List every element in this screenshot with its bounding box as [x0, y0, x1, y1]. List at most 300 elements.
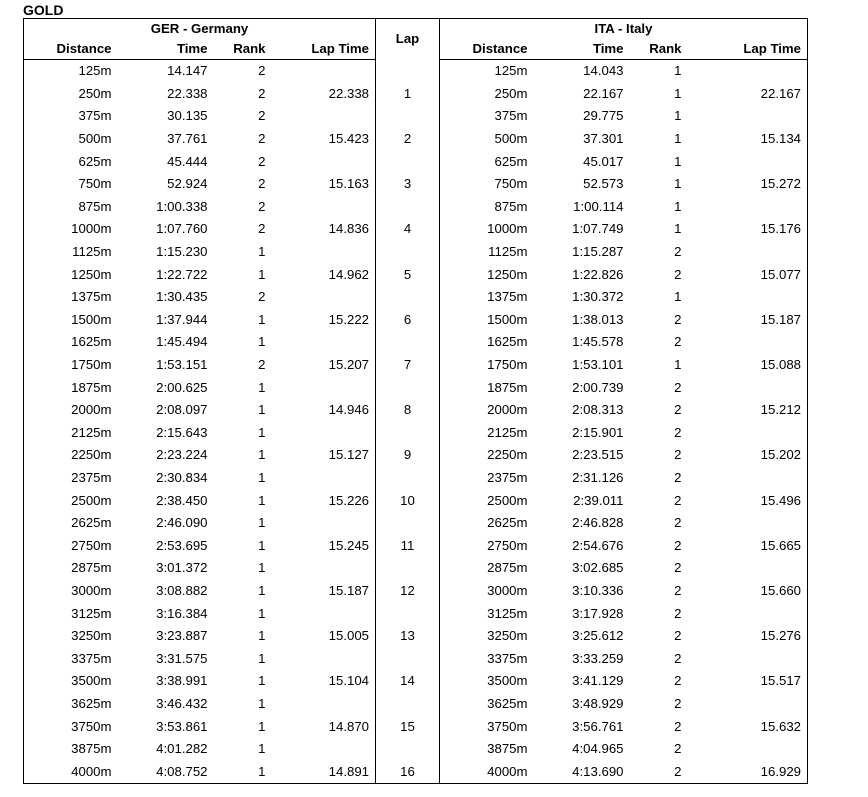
ger-lap-time-cell: 14.836: [328, 221, 369, 237]
ita-distance-cell: 1375m: [487, 289, 528, 305]
table-row: [24, 738, 808, 761]
ita-distance-cell: 1625m: [487, 334, 528, 350]
lap-cell: [376, 602, 440, 625]
ger-time-cell: 3:46.432: [156, 695, 208, 711]
ita-time-cell: 2:31.126: [572, 469, 624, 485]
ita-distance-header: Distance: [440, 39, 528, 60]
ita-lap-time-cell: 15.212: [682, 399, 808, 422]
ger-time-cell: 1:22.722: [156, 266, 208, 282]
ita-time-cell: 14.043: [583, 63, 624, 79]
ita-rank-cell: 2: [674, 718, 682, 734]
lap-cell: 7: [376, 354, 440, 377]
table-row: [24, 309, 808, 332]
ger-distance-cell: 1625m: [24, 331, 112, 354]
ger-time-cell: 2:46.090: [156, 515, 208, 531]
ita-time-cell: 1:38.013: [572, 311, 624, 327]
ita-rank-cell: 2: [674, 469, 682, 485]
ita-rank-cell: 1: [674, 108, 682, 124]
ger-distance-cell: 1875m: [24, 376, 112, 399]
ita-lap-time-header: Lap Time: [682, 39, 808, 60]
ita-distance-cell: 2500m: [487, 492, 528, 508]
ger-distance-cell: 2000m: [24, 399, 112, 422]
ger-rank-cell: 1: [258, 379, 266, 395]
ita-time-cell: 1:00.114: [573, 198, 624, 214]
ger-lap-time-cell: 15.127: [328, 447, 369, 463]
table-row: [24, 670, 808, 693]
ger-distance-cell: 875m: [24, 196, 112, 219]
ita-lap-time-cell: 15.176: [682, 218, 808, 241]
ita-time-cell: 2:00.739: [572, 379, 624, 395]
ger-lap-time-cell: [266, 241, 376, 264]
ita-lap-time-cell: [682, 647, 808, 670]
ita-lap-time-cell: [682, 422, 808, 445]
lap-cell: 4: [376, 218, 440, 241]
ger-rank-cell: 2: [258, 153, 266, 169]
ita-rank-cell: 1: [674, 131, 682, 147]
ger-lap-time-cell: 15.005: [328, 628, 369, 644]
ger-lap-time-cell: 15.163: [328, 176, 369, 192]
results-table: [23, 18, 808, 784]
ger-distance-cell: 1500m: [24, 309, 112, 332]
ger-rank-cell: 2: [258, 221, 266, 237]
ger-time-cell: 14.147: [167, 63, 208, 79]
ita-rank-cell: 2: [674, 582, 682, 598]
ita-time-cell: 2:46.828: [572, 515, 624, 531]
ita-distance-cell: 2625m: [487, 515, 528, 531]
ita-distance-cell: 3000m: [487, 582, 528, 598]
page-title: GOLD: [23, 2, 64, 18]
lap-cell: 10: [376, 489, 440, 512]
ger-lap-time-cell: 22.338: [328, 85, 369, 101]
ger-distance-cell: 2375m: [24, 467, 112, 490]
ita-time-cell: 37.301: [583, 131, 624, 147]
table-row: [24, 422, 808, 445]
ger-lap-time-cell: 15.222: [328, 311, 369, 327]
ger-lap-time-cell: [266, 647, 376, 670]
ita-time-cell: 2:23.515: [572, 447, 624, 463]
lap-cell: [376, 467, 440, 490]
ita-rank-cell: 1: [674, 85, 682, 101]
ger-lap-time-cell: [266, 738, 376, 761]
table-row: [24, 557, 808, 580]
ita-rank-cell: 2: [674, 560, 682, 576]
ita-lap-time-cell: [682, 150, 808, 173]
ita-rank-cell: 2: [674, 244, 682, 260]
ita-lap-time-cell: [682, 467, 808, 490]
ger-rank-cell: 1: [258, 402, 266, 418]
table-row: [24, 241, 808, 264]
ger-time-cell: 2:08.097: [156, 402, 208, 418]
ita-lap-time-cell: 15.276: [682, 625, 808, 648]
ger-rank-cell: 1: [258, 515, 266, 531]
ita-distance-cell: 250m: [494, 85, 528, 101]
ita-distance-cell: 3125m: [487, 605, 528, 621]
lap-cell: 12: [376, 580, 440, 603]
table-row: [24, 512, 808, 535]
ger-rank-cell: 2: [258, 198, 266, 214]
lap-cell: [376, 105, 440, 128]
ger-distance-cell: 500m: [24, 128, 112, 151]
ger-lap-time-cell: 15.187: [328, 582, 369, 598]
ger-distance-cell: 3125m: [24, 602, 112, 625]
lap-cell: [376, 60, 440, 83]
ger-time-cell: 1:37.944: [156, 311, 208, 327]
ger-rank-cell: 1: [258, 334, 266, 350]
ita-lap-time-cell: 16.929: [682, 760, 808, 783]
ita-time-cell: 1:30.372: [572, 289, 624, 305]
ger-time-cell: 1:07.760: [156, 221, 208, 237]
ger-rank-cell: 1: [258, 447, 266, 463]
ger-rank-cell: 1: [258, 492, 266, 508]
ita-distance-cell: 3625m: [487, 695, 528, 711]
ita-rank-cell: 2: [674, 424, 682, 440]
ita-lap-time-cell: 15.187: [682, 309, 808, 332]
ger-rank-cell: 1: [258, 469, 266, 485]
ita-time-cell: 3:10.336: [572, 582, 624, 598]
ita-time-cell: 1:07.749: [572, 221, 624, 237]
ita-distance-cell: 375m: [494, 108, 528, 124]
table-row: [24, 467, 808, 490]
ita-rank-cell: 2: [674, 266, 682, 282]
ger-lap-time-cell: [266, 557, 376, 580]
ita-lap-time-cell: 15.088: [682, 354, 808, 377]
ger-distance-cell: 3875m: [24, 738, 112, 761]
ita-rank-cell: 2: [674, 447, 682, 463]
ita-distance-cell: 2250m: [487, 447, 528, 463]
ger-time-cell: 1:15.230: [156, 244, 208, 260]
ger-distance-cell: 1750m: [24, 354, 112, 377]
ita-rank-cell: 2: [674, 379, 682, 395]
ita-time-cell: 1:15.287: [572, 244, 624, 260]
ita-lap-time-cell: [682, 557, 808, 580]
ger-time-cell: 3:23.887: [156, 628, 208, 644]
lap-cell: [376, 512, 440, 535]
ger-time-cell: 3:53.861: [156, 718, 208, 734]
ger-distance-cell: 3375m: [24, 647, 112, 670]
ita-rank-cell: 2: [674, 628, 682, 644]
ger-distance-cell: 1375m: [24, 286, 112, 309]
ger-time-cell: 1:53.151: [156, 357, 208, 373]
ger-lap-time-cell: [266, 286, 376, 309]
ita-lap-time-cell: [682, 196, 808, 219]
ger-time-cell: 3:38.991: [156, 673, 208, 689]
ita-lap-time-cell: [682, 738, 808, 761]
ita-lap-time-cell: [682, 286, 808, 309]
ita-lap-time-cell: [682, 512, 808, 535]
lap-cell: [376, 286, 440, 309]
ger-time-cell: 1:45.494: [156, 334, 208, 350]
ger-rank-cell: 1: [258, 266, 266, 282]
ita-distance-cell: 4000m: [440, 760, 528, 783]
lap-cell: 8: [376, 399, 440, 422]
ger-time-cell: 2:15.643: [156, 424, 208, 440]
lap-cell: [376, 376, 440, 399]
table-row: [24, 263, 808, 286]
ger-lap-time-cell: 15.423: [328, 131, 369, 147]
lap-cell: [376, 693, 440, 716]
ita-lap-time-cell: 15.496: [682, 489, 808, 512]
ita-time-cell: 22.167: [583, 85, 624, 101]
table-row: [24, 534, 808, 557]
ita-lap-time-cell: [682, 376, 808, 399]
ger-distance-cell: 625m: [24, 150, 112, 173]
ita-distance-cell: 3750m: [487, 718, 528, 734]
ger-lap-time-cell: [266, 376, 376, 399]
ger-distance-cell: 375m: [24, 105, 112, 128]
ita-lap-time-cell: 15.134: [682, 128, 808, 151]
ita-rank-cell: 2: [674, 311, 682, 327]
ger-lap-time-cell: 15.245: [328, 537, 369, 553]
lap-cell: [376, 241, 440, 264]
lap-cell: 1: [376, 83, 440, 106]
table-row: [24, 760, 808, 783]
ger-rank-cell: 1: [208, 760, 266, 783]
lap-cell: 13: [376, 625, 440, 648]
ger-rank-cell: 1: [258, 537, 266, 553]
lap-cell: 16: [376, 760, 440, 783]
ger-lap-time-cell: 15.207: [328, 357, 369, 373]
ita-time-cell: 1:53.101: [572, 357, 624, 373]
ita-lap-time-cell: [682, 693, 808, 716]
ita-lap-time-cell: 15.665: [682, 534, 808, 557]
ita-distance-cell: 3375m: [487, 650, 528, 666]
ita-distance-cell: 3875m: [487, 741, 528, 757]
ger-rank-cell: 1: [258, 424, 266, 440]
lap-cell: 15: [376, 715, 440, 738]
ger-time-cell: 2:30.834: [156, 469, 208, 485]
ita-distance-cell: 875m: [494, 198, 528, 214]
ger-time-cell: 3:01.372: [156, 560, 208, 576]
ger-lap-time-cell: 14.962: [328, 266, 369, 282]
ger-distance-cell: 2625m: [24, 512, 112, 535]
ger-time-cell: 37.761: [167, 131, 208, 147]
ita-rank-cell: 1: [674, 153, 682, 169]
ita-lap-time-cell: 15.077: [682, 263, 808, 286]
ita-time-cell: 29.775: [583, 108, 624, 124]
table-row: [24, 625, 808, 648]
ita-time-cell: 45.017: [583, 153, 624, 169]
ger-lap-time-cell: [266, 150, 376, 173]
ita-time-cell: 4:04.965: [572, 741, 624, 757]
ger-rank-cell: 2: [258, 85, 266, 101]
ger-lap-time-cell: 14.891: [266, 760, 376, 783]
ger-lap-time-cell: [266, 693, 376, 716]
ita-distance-cell: 2750m: [487, 537, 528, 553]
ita-distance-cell: 2125m: [487, 424, 528, 440]
lap-cell: [376, 150, 440, 173]
table-row: [24, 647, 808, 670]
ita-rank-cell: 1: [674, 221, 682, 237]
ita-lap-time-cell: 15.660: [682, 580, 808, 603]
table-row: [24, 331, 808, 354]
ger-lap-time-cell: 15.226: [328, 492, 369, 508]
ger-rank-cell: 2: [258, 289, 266, 305]
ger-time-cell: 3:31.575: [156, 650, 208, 666]
ger-distance-cell: 250m: [24, 83, 112, 106]
ger-time-cell: 4:08.752: [112, 760, 208, 783]
ita-time-cell: 1:22.826: [572, 266, 624, 282]
ger-time-header: Time: [112, 39, 208, 60]
ita-lap-time-cell: [682, 105, 808, 128]
table-row: [24, 286, 808, 309]
ger-distance-cell: 3250m: [24, 625, 112, 648]
ger-time-cell: 52.924: [167, 176, 208, 192]
table-row: [24, 83, 808, 106]
ger-rank-cell: 2: [258, 108, 266, 124]
team-header-ger: GER - Germany: [24, 19, 376, 40]
ger-time-cell: 1:00.338: [156, 198, 208, 214]
ger-distance-cell: 2125m: [24, 422, 112, 445]
ita-distance-cell: 750m: [494, 176, 528, 192]
ger-rank-cell: 1: [258, 695, 266, 711]
ger-lap-time-cell: [266, 602, 376, 625]
ger-distance-cell: 1250m: [24, 263, 112, 286]
ita-lap-time-cell: 15.202: [682, 444, 808, 467]
ita-rank-cell: 2: [674, 605, 682, 621]
team-header-ita: ITA - Italy: [440, 19, 808, 40]
ger-time-cell: 3:08.882: [156, 582, 208, 598]
ita-rank-cell: 1: [674, 357, 682, 373]
ger-distance-cell: 750m: [24, 173, 112, 196]
ita-time-cell: 3:25.612: [572, 628, 624, 644]
table-row: [24, 580, 808, 603]
table-row: [24, 354, 808, 377]
ger-rank-cell: 2: [258, 357, 266, 373]
ita-rank-cell: 1: [674, 176, 682, 192]
table-row: [24, 602, 808, 625]
lap-cell: [376, 647, 440, 670]
table-row: [24, 715, 808, 738]
ger-distance-cell: 3625m: [24, 693, 112, 716]
ger-lap-time-cell: [266, 331, 376, 354]
ger-time-cell: 30.135: [167, 108, 208, 124]
table-row: [24, 173, 808, 196]
ger-lap-time-cell: [266, 60, 376, 83]
ita-time-cell: 2:15.901: [572, 424, 624, 440]
lap-cell: 6: [376, 309, 440, 332]
ita-rank-cell: 2: [674, 334, 682, 350]
ger-distance-cell: 2875m: [24, 557, 112, 580]
ger-rank-cell: 2: [258, 176, 266, 192]
ita-rank-cell: 2: [674, 537, 682, 553]
ita-time-cell: 3:48.929: [572, 695, 624, 711]
ger-distance-cell: 125m: [24, 60, 112, 83]
table-row: [24, 150, 808, 173]
ger-distance-cell: 3500m: [24, 670, 112, 693]
table-row: [24, 196, 808, 219]
ger-distance-cell: 3000m: [24, 580, 112, 603]
ger-lap-time-cell: [266, 422, 376, 445]
ita-distance-cell: 500m: [494, 131, 528, 147]
table-row: [24, 105, 808, 128]
ita-time-cell: 2:39.011: [573, 492, 624, 508]
lap-cell: 9: [376, 444, 440, 467]
ita-distance-cell: 2375m: [487, 469, 528, 485]
ita-lap-time-cell: 22.167: [682, 83, 808, 106]
ger-distance-cell: 1125m: [24, 241, 112, 264]
table-row: [24, 376, 808, 399]
ita-rank-cell: 2: [674, 650, 682, 666]
ger-lap-time-cell: [266, 512, 376, 535]
ger-time-cell: 3:16.384: [156, 605, 208, 621]
ita-rank-cell: 2: [674, 695, 682, 711]
table-row: [24, 399, 808, 422]
ger-rank-cell: 1: [258, 718, 266, 734]
ita-distance-cell: 2875m: [487, 560, 528, 576]
ita-distance-cell: 3250m: [487, 628, 528, 644]
ger-lap-time-cell: [266, 105, 376, 128]
ita-distance-cell: 3500m: [487, 673, 528, 689]
ger-distance-cell: 2500m: [24, 489, 112, 512]
ita-time-cell: 3:17.928: [572, 605, 624, 621]
ita-rank-cell: 2: [624, 760, 682, 783]
ita-rank-cell: 2: [674, 673, 682, 689]
ita-distance-cell: 1500m: [487, 311, 528, 327]
ita-lap-time-cell: 15.632: [682, 715, 808, 738]
ger-rank-cell: 1: [258, 673, 266, 689]
table-row: [24, 218, 808, 241]
ita-distance-cell: 1750m: [487, 357, 528, 373]
ita-distance-cell: 1250m: [487, 266, 528, 282]
ita-time-cell: 2:54.676: [572, 537, 624, 553]
table-row: [24, 693, 808, 716]
ger-distance-cell: 1000m: [24, 218, 112, 241]
ita-time-cell: 3:41.129: [572, 673, 624, 689]
lap-cell: [376, 738, 440, 761]
ita-distance-cell: 2000m: [487, 402, 528, 418]
ger-time-cell: 4:01.282: [156, 741, 208, 757]
ger-lap-time-cell: 14.870: [328, 718, 369, 734]
ita-rank-cell: 1: [674, 198, 682, 214]
ger-rank-cell: 1: [258, 741, 266, 757]
ger-time-cell: 45.444: [167, 153, 208, 169]
lap-cell: 2: [376, 128, 440, 151]
ita-time-cell: 3:02.685: [572, 560, 624, 576]
ita-time-cell: 1:45.578: [572, 334, 624, 350]
ger-time-cell: 2:23.224: [156, 447, 208, 463]
ita-rank-cell: 1: [674, 63, 682, 79]
ger-lap-time-cell: [266, 467, 376, 490]
table-row: [24, 128, 808, 151]
ger-distance-cell: 2750m: [24, 534, 112, 557]
ita-distance-cell: 1000m: [487, 221, 528, 237]
ita-rank-header: Rank: [624, 39, 682, 60]
ger-rank-cell: 1: [258, 628, 266, 644]
ita-lap-time-cell: [682, 241, 808, 264]
table-row: [24, 489, 808, 512]
ger-distance-header: Distance: [24, 39, 112, 60]
ger-rank-cell: 1: [258, 650, 266, 666]
ita-rank-cell: 2: [674, 402, 682, 418]
lap-cell: [376, 422, 440, 445]
ger-time-cell: 2:53.695: [156, 537, 208, 553]
ger-time-cell: 22.338: [167, 85, 208, 101]
table-row: [24, 444, 808, 467]
ger-time-cell: 1:30.435: [156, 289, 208, 305]
ita-rank-cell: 2: [674, 741, 682, 757]
ger-lap-time-cell: 15.104: [328, 673, 369, 689]
ita-time-cell: 3:56.761: [572, 718, 624, 734]
ger-rank-cell: 1: [258, 244, 266, 260]
ger-distance-cell: 3750m: [24, 715, 112, 738]
table-row: [24, 60, 808, 83]
ger-time-cell: 2:00.625: [156, 379, 208, 395]
ger-distance-cell: 4000m: [24, 760, 112, 783]
ger-rank-cell: 1: [258, 311, 266, 327]
ita-time-cell: 3:33.259: [572, 650, 624, 666]
lap-cell: 14: [376, 670, 440, 693]
ger-rank-cell: 2: [258, 131, 266, 147]
